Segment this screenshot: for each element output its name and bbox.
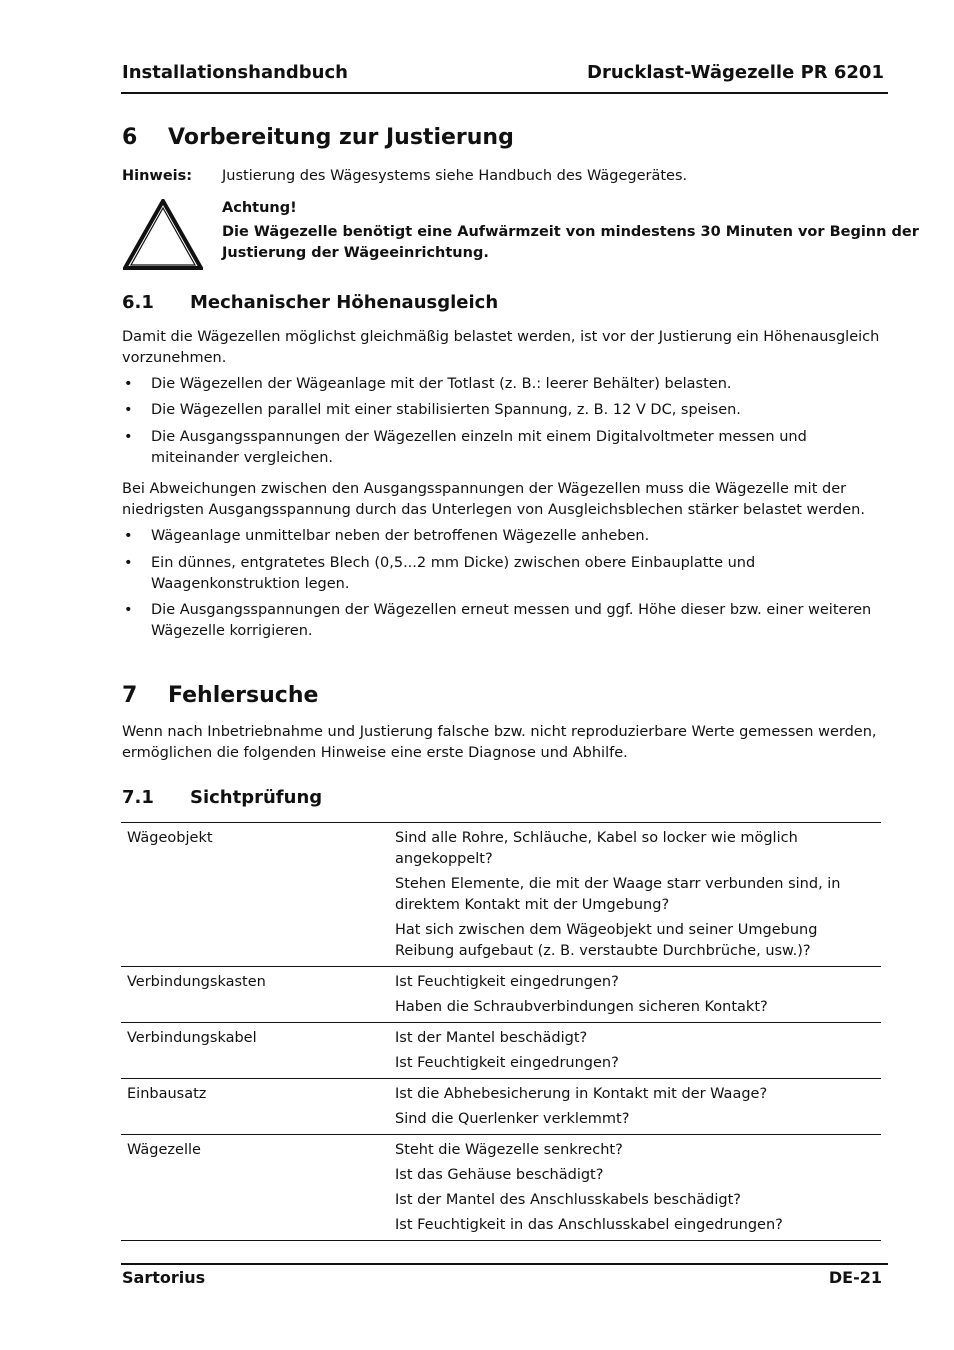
section-title: Sichtprüfung	[190, 787, 323, 808]
question-text: Steht die Wägezelle senkrecht?	[395, 1142, 623, 1158]
note-label: Hinweis:	[122, 168, 193, 184]
list-item-text: Die Ausgangsspannungen der Wägezellen erneut messen und ggf. Höhe dieser bzw. einer weiteren Wägezelle korrigieren.	[151, 602, 872, 639]
table-row	[121, 1023, 881, 1079]
question-text: Stehen Elemente, die mit der Waage starr verbunden sind, in direktem Kontakt mit der Umgebung?	[395, 876, 841, 913]
header-title: Installationshandbuch	[122, 62, 348, 83]
table-cell-questions	[383, 967, 881, 1023]
table-row	[121, 1079, 881, 1135]
footer-rule	[121, 1263, 888, 1265]
question-text: Ist der Mantel beschädigt?	[395, 1030, 588, 1046]
table-cell-questions	[383, 823, 881, 967]
note-text: Justierung des Wägesystems siehe Handbuch des Wägegerätes.	[222, 168, 688, 184]
footer-company: Sartorius	[122, 1268, 206, 1287]
question-text: Ist Feuchtigkeit in das Anschlusskabel eingedrungen?	[395, 1217, 783, 1233]
table-cell-label: Einbausatz	[121, 1079, 383, 1135]
table-cell-label: Verbindungskabel	[121, 1023, 383, 1079]
paragraph: Bei Abweichungen zwischen den Ausgangsspannungen der Wägezellen muss die Wägezelle mit der niedrigsten Ausgangsspannung durch das Unterlegen von Ausgleichsblechen stärker belastet werden.	[122, 481, 865, 518]
header-product: Drucklast-Wägezelle PR 6201	[587, 62, 884, 83]
table-cell-questions	[383, 1135, 881, 1241]
warning-title: Achtung!	[222, 200, 297, 216]
bullet-icon: •	[124, 376, 133, 392]
section-number: 6.1	[122, 292, 154, 313]
list-item-text: Ein dünnes, entgratetes Blech (0,5...2 mm Dicke) zwischen obere Einbauplatte und Waagenkonstruktion legen.	[151, 555, 756, 592]
question-text: Ist Feuchtigkeit eingedrungen?	[395, 974, 619, 990]
header-rule	[121, 92, 888, 94]
question-text: Hat sich zwischen dem Wägeobjekt und seiner Umgebung Reibung aufgebaut (z. B. verstaubte Durchbrüche, usw.)?	[395, 922, 818, 959]
question-text: Sind die Querlenker verklemmt?	[395, 1111, 630, 1127]
table-cell-label: Verbindungskasten	[121, 967, 383, 1023]
table-cell-label: Wägezelle	[121, 1135, 383, 1241]
page-number: DE-21	[828, 1268, 882, 1287]
table-cell-label: Wägeobjekt	[121, 823, 383, 967]
bullet-icon: •	[124, 402, 133, 418]
table-cell-questions	[383, 1023, 881, 1079]
question-text: Ist das Gehäuse beschädigt?	[395, 1167, 604, 1183]
question-text: Ist die Abhebesicherung in Kontakt mit der Waage?	[395, 1086, 768, 1102]
list-item-text: Wägeanlage unmittelbar neben der betroffenen Wägezelle anheben.	[151, 528, 650, 544]
section-title: Mechanischer Höhenausgleich	[190, 292, 499, 313]
question-text: Haben die Schraubverbindungen sicheren Kontakt?	[395, 999, 768, 1015]
table-row	[121, 823, 881, 967]
section-number: 7.1	[122, 787, 154, 808]
section-6-heading	[122, 125, 822, 155]
section-6-1-heading	[122, 292, 822, 316]
question-text: Sind alle Rohre, Schläuche, Kabel so locker wie möglich angekoppelt?	[395, 830, 798, 867]
table-row	[121, 1135, 881, 1241]
section-number: 7	[122, 683, 138, 708]
bullet-icon: •	[124, 429, 133, 445]
warning-triangle-icon	[123, 199, 203, 271]
inspection-table	[121, 822, 881, 1241]
section-number: 6	[122, 125, 138, 150]
question-text: Ist der Mantel des Anschlusskabels beschädigt?	[395, 1192, 741, 1208]
warning-line-2: Justierung der Wägeeinrichtung.	[222, 245, 489, 261]
list-item-text: Die Ausgangsspannungen der Wägezellen einzeln mit einem Digitalvoltmeter messen und miteinander vergleichen.	[151, 429, 807, 466]
bullet-icon: •	[124, 602, 133, 618]
paragraph: Wenn nach Inbetriebnahme und Justierung falsche bzw. nicht reproduzierbare Werte gemessen werden, ermöglichen die folgenden Hinweise eine erste Diagnose und Abhilfe.	[122, 724, 877, 761]
section-7-1-heading	[122, 787, 822, 811]
list-item-text: Die Wägezellen parallel mit einer stabilisierten Spannung, z. B. 12 V DC, speisen.	[151, 402, 741, 418]
table-cell-questions	[383, 1079, 881, 1135]
paragraph: Damit die Wägezellen möglichst gleichmäßig belastet werden, ist vor der Justierung ein Höhenausgleich vorzunehmen.	[122, 329, 880, 366]
table-row	[121, 967, 881, 1023]
section-7-heading	[122, 683, 822, 713]
section-title: Vorbereitung zur Justierung	[168, 125, 514, 150]
bullet-icon: •	[124, 555, 133, 571]
list-item-text: Die Wägezellen der Wägeanlage mit der Totlast (z. B.: leerer Behälter) belasten.	[151, 376, 732, 392]
question-text: Ist Feuchtigkeit eingedrungen?	[395, 1055, 619, 1071]
bullet-icon: •	[124, 528, 133, 544]
section-title: Fehlersuche	[168, 683, 319, 708]
warning-line-1: Die Wägezelle benötigt eine Aufwärmzeit von mindestens 30 Minuten vor Beginn der	[222, 224, 919, 240]
